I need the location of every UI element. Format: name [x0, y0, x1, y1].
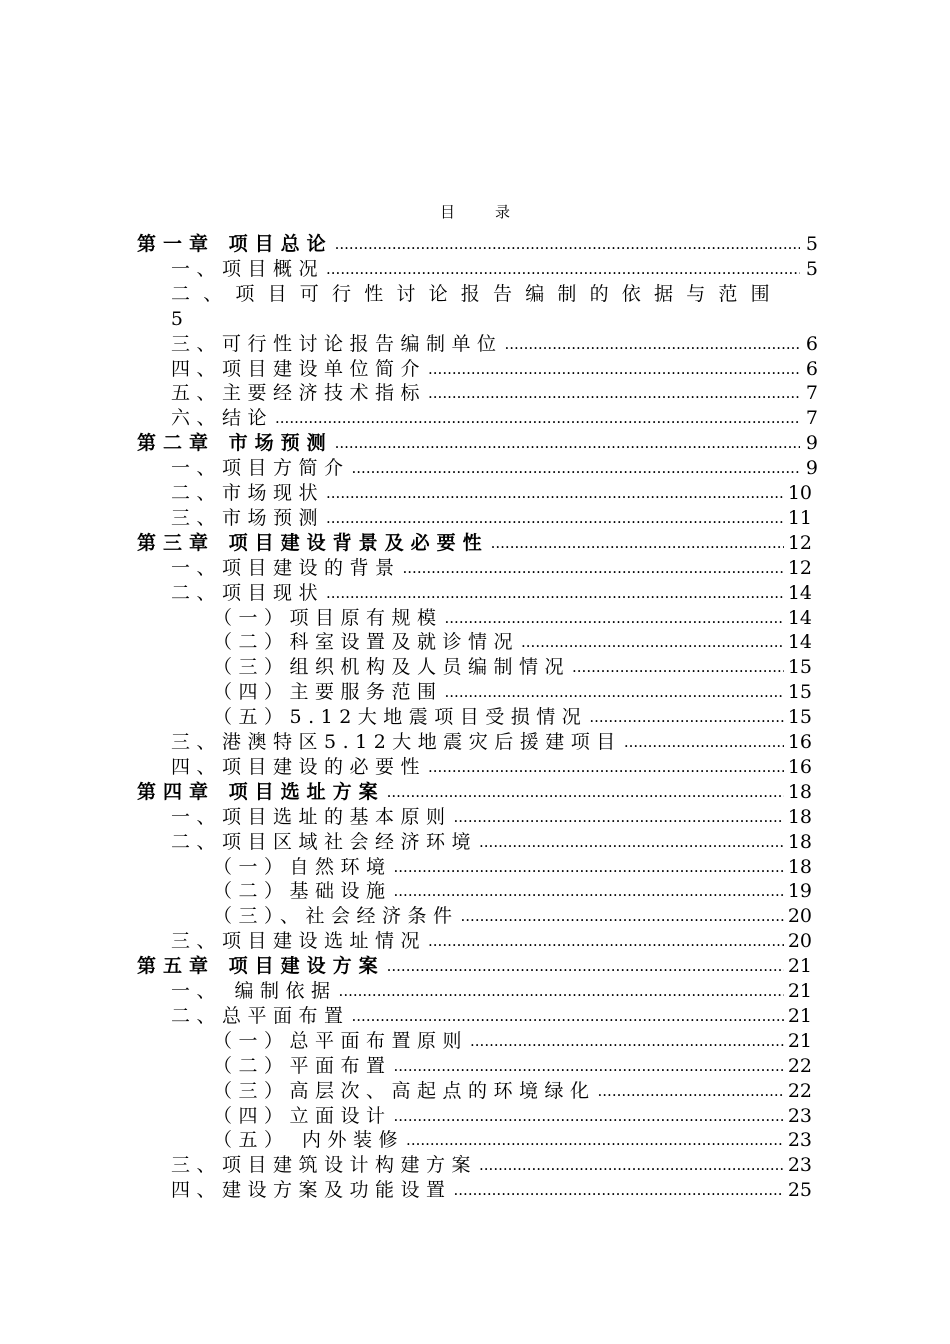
toc-entry-page: 12	[787, 556, 812, 579]
toc-chapter-entry[interactable]	[0, 431, 950, 456]
toc-entry[interactable]	[0, 855, 950, 880]
toc-entry-page: 22	[787, 1079, 812, 1102]
toc-entry[interactable]	[0, 730, 950, 755]
dot-leader	[387, 954, 784, 979]
toc-entry-page: 7	[805, 382, 818, 405]
dot-leader	[479, 1153, 784, 1178]
toc-entry-label: 一、项目概况	[171, 257, 325, 280]
dot-leader	[339, 979, 784, 1004]
toc-entry[interactable]	[0, 705, 950, 730]
toc-entry-label: （一）自然环境	[213, 855, 392, 878]
toc-entry-page: 20	[787, 905, 812, 928]
dot-leader	[470, 1029, 784, 1054]
dot-leader	[335, 232, 800, 257]
toc-entry-page: 15	[787, 681, 812, 704]
toc-entry-page: 14	[787, 581, 812, 604]
toc-entry[interactable]	[0, 805, 950, 830]
toc-entry-label: （一）总平面布置原则	[213, 1029, 469, 1052]
dot-leader	[394, 1104, 784, 1129]
toc-entry[interactable]	[0, 879, 950, 904]
toc-entry-label: 一、项目建设的背景	[171, 556, 401, 579]
toc-entry[interactable]	[0, 1104, 950, 1129]
dot-leader	[461, 904, 784, 929]
dot-leader	[394, 879, 784, 904]
dot-leader	[335, 431, 800, 456]
toc-entry[interactable]	[0, 1029, 950, 1054]
toc-entry-label: （二）科室设置及就诊情况	[213, 631, 520, 654]
toc-entry-label: 一、 编制依据	[171, 980, 337, 1002]
toc-chapter-entry[interactable]	[0, 780, 950, 805]
toc-entry-label: （五） 内外装修	[213, 1129, 405, 1152]
toc-entry-page: 18	[787, 830, 812, 853]
toc-entry-page: 19	[787, 880, 812, 903]
toc-entry-label: （四）立面设计	[213, 1104, 392, 1127]
toc-entry[interactable]	[0, 680, 950, 705]
toc-entry[interactable]	[0, 357, 950, 382]
dot-leader	[406, 1128, 784, 1153]
toc-entry-page: 7	[805, 407, 818, 430]
toc-entry-page: 21	[787, 1029, 812, 1052]
toc-entry-label: 一、项目选址的基本原则	[171, 805, 452, 828]
toc-entry-page: 21	[787, 955, 812, 978]
dot-leader	[387, 780, 784, 805]
toc-entry-label: （一）项目原有规模	[213, 606, 443, 629]
dot-leader	[454, 805, 784, 830]
dot-leader	[454, 1178, 784, 1203]
toc-entry-page: 23	[787, 1104, 812, 1127]
toc-entry[interactable]	[0, 332, 950, 357]
toc-entry[interactable]	[0, 282, 950, 307]
toc-chapter-entry[interactable]	[0, 232, 950, 257]
toc-entry[interactable]	[0, 456, 950, 481]
dot-leader	[326, 481, 784, 506]
toc-entry-label: 三、项目建筑设计构建方案	[171, 1154, 478, 1177]
toc-entry[interactable]	[0, 904, 950, 929]
toc-entry-label: 二、市场现状	[171, 482, 325, 504]
dot-leader	[445, 680, 784, 705]
toc-entry-label: 四、项目建设单位简介	[171, 357, 427, 380]
toc-entry-label: 六、结论	[171, 407, 274, 430]
toc-entry-label: 四、项目建设的必要性	[171, 755, 427, 778]
dot-leader	[491, 531, 784, 556]
toc-entry-page: 22	[787, 1054, 812, 1077]
dot-leader	[275, 406, 800, 431]
toc-entry-label: 三、港澳特区5.12大地震灾后援建项目	[171, 731, 622, 753]
toc-entry-page: 21	[787, 980, 812, 1002]
toc-entry-label: 第五章 项目建设方案	[137, 955, 385, 978]
toc-entry[interactable]	[0, 606, 950, 631]
toc-chapter-entry[interactable]	[0, 531, 950, 556]
toc-entry[interactable]	[0, 481, 950, 506]
toc-entry-label: 二、项目现状	[171, 581, 325, 604]
toc-entry[interactable]	[0, 1153, 950, 1178]
toc-entry-page: 11	[787, 506, 812, 529]
dot-leader	[521, 630, 784, 655]
toc-entry[interactable]	[0, 581, 950, 606]
toc-entry[interactable]	[0, 381, 950, 406]
toc-entry-label: 二、项目可行性讨论报告编制的依据与范围	[171, 282, 783, 305]
toc-entry-page: 18	[787, 805, 812, 828]
toc-entry-label: （三）组织机构及人员编制情况	[213, 656, 571, 679]
toc-entry-label: 三、项目建设选址情况	[171, 930, 427, 953]
toc-entry-page: 18	[787, 855, 812, 878]
dot-leader	[505, 332, 800, 357]
toc-entry-label: 五、主要经济技术指标	[171, 382, 427, 405]
toc-entry[interactable]	[0, 755, 950, 780]
toc-entry-page: 21	[787, 1004, 812, 1027]
dot-leader	[394, 1054, 784, 1079]
toc-entry[interactable]	[0, 406, 950, 431]
dot-leader	[352, 1004, 784, 1029]
toc-entry[interactable]	[0, 655, 950, 680]
toc-entry[interactable]	[0, 979, 950, 1004]
dot-leader	[352, 456, 800, 481]
dot-leader	[394, 855, 784, 880]
toc-entry-wrapped-page	[0, 307, 950, 332]
toc-entry[interactable]	[0, 630, 950, 655]
toc-entry-label: 三、市场预测	[171, 506, 325, 529]
toc-entry-label: 第二章 市场预测	[137, 432, 333, 455]
toc-entry-label: （三）高层次、高起点的环境绿化	[213, 1079, 596, 1102]
dot-leader	[326, 581, 784, 606]
toc-entry-page: 5	[805, 257, 818, 280]
toc-entry-page: 20	[787, 930, 812, 953]
dot-leader	[479, 830, 784, 855]
toc-entry-label: （三）、社会经济条件	[213, 905, 459, 928]
dot-leader	[403, 556, 784, 581]
toc-entry[interactable]	[0, 830, 950, 855]
toc-entry[interactable]	[0, 1054, 950, 1079]
toc-entry-label: 第四章 项目选址方案	[137, 780, 385, 803]
toc-entry-label: 第一章 项目总论	[137, 233, 333, 255]
toc-entry-page: 18	[787, 780, 812, 803]
toc-entry-label: （五）5.12大地震项目受损情况	[213, 706, 588, 729]
dot-leader	[428, 357, 800, 382]
toc-entry[interactable]	[0, 1128, 950, 1153]
toc-entry-page: 6	[805, 357, 818, 380]
toc-entry-label: （二）平面布置	[213, 1054, 392, 1077]
toc-entry[interactable]	[0, 556, 950, 581]
toc-entry-page: 14	[787, 631, 812, 654]
toc-chapter-entry[interactable]	[0, 954, 950, 979]
toc-entry[interactable]	[0, 1079, 950, 1104]
dot-leader	[326, 506, 784, 531]
toc-entry-label: 三、可行性讨论报告编制单位	[171, 332, 503, 355]
toc-entry-page: 5	[170, 307, 183, 330]
toc-entry-page: 5	[805, 233, 818, 255]
toc-entry-label: 四、建设方案及功能设置	[171, 1179, 452, 1202]
toc-title: 目录	[439, 203, 550, 221]
toc-entry-page: 10	[787, 482, 812, 504]
dot-leader	[428, 381, 800, 406]
toc-entry[interactable]	[0, 1178, 950, 1203]
dot-leader	[428, 755, 784, 780]
toc-entry-page: 14	[787, 606, 812, 629]
toc-entry-label: （二）基础设施	[213, 880, 392, 903]
toc-entry-label: 第三章 项目建设背景及必要性	[137, 531, 489, 554]
toc-entry-label: 二、总平面布置	[171, 1004, 350, 1027]
toc-entry-page: 9	[805, 432, 818, 455]
dot-leader	[326, 257, 800, 282]
toc-entry-page: 15	[787, 706, 812, 729]
toc-entry-page: 16	[787, 755, 812, 778]
dot-leader	[445, 606, 784, 631]
toc-entry-page: 23	[787, 1129, 812, 1152]
toc-entry-page: 25	[787, 1179, 812, 1202]
toc-entry-page: 9	[805, 457, 818, 480]
toc-entry-label: （四）主要服务范围	[213, 681, 443, 704]
toc-entry-label: 二、项目区域社会经济环境	[171, 830, 478, 853]
toc-entry[interactable]	[0, 1004, 950, 1029]
toc-entry-page: 23	[787, 1154, 812, 1177]
toc-entry[interactable]	[0, 506, 950, 531]
dot-leader	[428, 929, 784, 954]
toc-entry-page: 12	[787, 531, 812, 554]
toc-entry[interactable]	[0, 929, 950, 954]
toc-entry[interactable]	[0, 257, 950, 282]
toc-entry-label: 一、项目方简介	[171, 457, 350, 480]
toc-entry-page: 15	[787, 656, 812, 679]
toc-entry-page: 6	[805, 332, 818, 355]
toc-entry-page: 16	[787, 731, 812, 753]
